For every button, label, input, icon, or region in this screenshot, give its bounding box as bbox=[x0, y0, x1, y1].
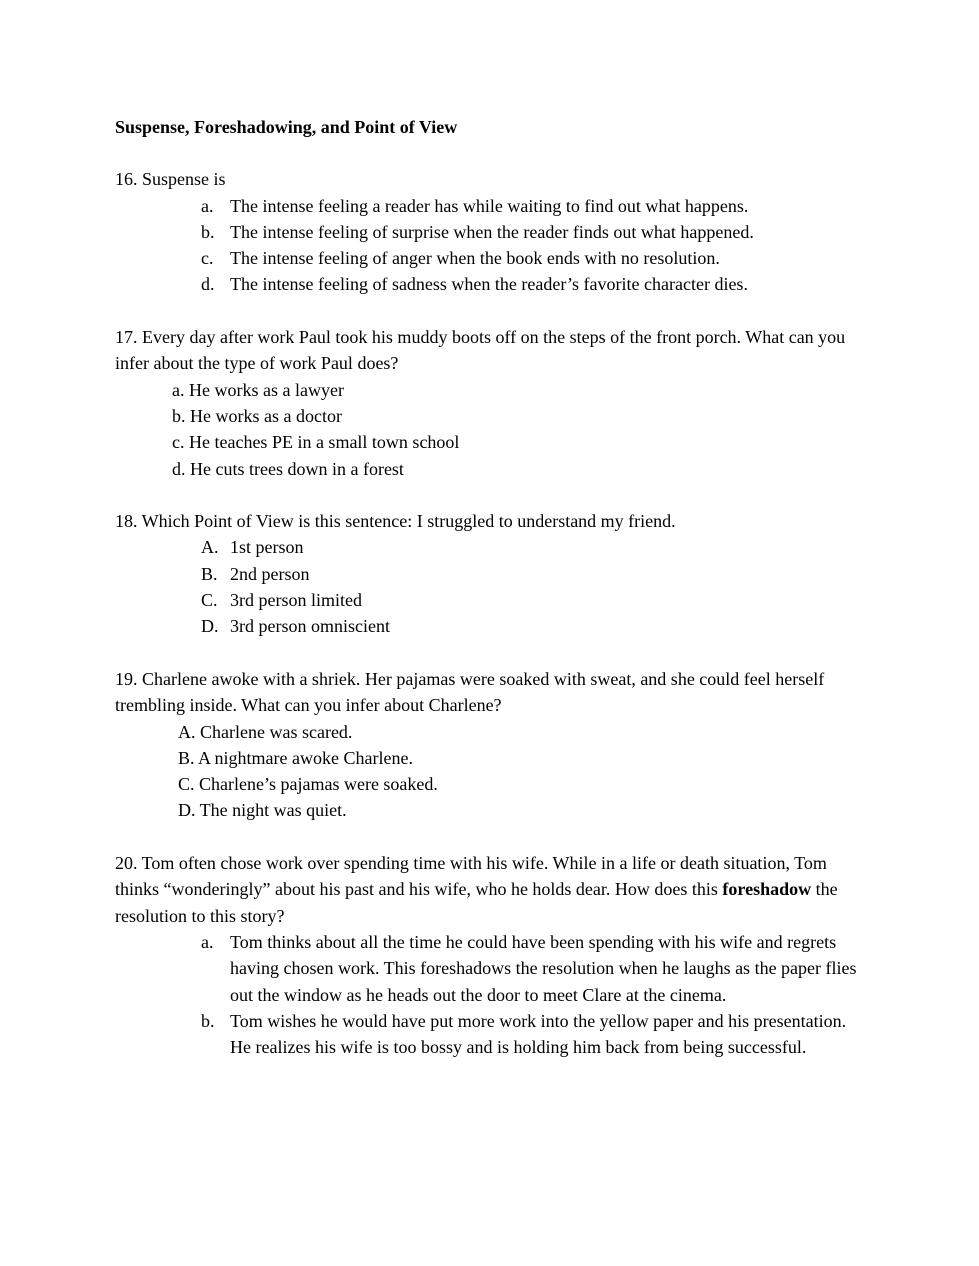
option-text: 1st person bbox=[230, 537, 304, 558]
option-text: 2nd person bbox=[230, 563, 310, 584]
page-title: Suspense, Foreshadowing, and Point of View bbox=[115, 117, 458, 137]
option-text: The intense feeling of sadness when the reader’s favorite character dies. bbox=[230, 274, 748, 295]
question-stem bbox=[115, 850, 865, 929]
document-page bbox=[115, 114, 865, 1087]
stem-text: 20. Tom often chose work over spending time with his wife. While in a life or death situation, Tom thinks “wonderingly” about his past and his wife, who he holds dear. How does this bbox=[115, 853, 827, 900]
answer-option[interactable]: A. Charlene was scared. bbox=[178, 721, 353, 742]
option-marker: B. bbox=[201, 563, 218, 584]
answer-options bbox=[115, 719, 865, 824]
answer-option[interactable] bbox=[115, 561, 865, 587]
stem-text: the resolution to this story? bbox=[115, 879, 838, 926]
answer-option[interactable]: C. Charlene’s pajamas were soaked. bbox=[178, 774, 438, 795]
question-20 bbox=[115, 850, 865, 1060]
stem-emphasis: foreshadow bbox=[722, 879, 812, 900]
option-marker: C. bbox=[201, 590, 218, 611]
option-text: 3rd person omniscient bbox=[230, 616, 390, 637]
question-16 bbox=[115, 166, 865, 297]
question-stem: 18. Which Point of View is this sentence: I struggled to understand my friend. bbox=[115, 511, 676, 532]
option-marker: A. bbox=[201, 537, 219, 558]
answer-option[interactable] bbox=[115, 193, 865, 219]
answer-option[interactable] bbox=[115, 1008, 865, 1061]
answer-option[interactable] bbox=[115, 587, 865, 613]
option-marker: b. bbox=[201, 221, 215, 242]
answer-options bbox=[115, 534, 865, 639]
question-17 bbox=[115, 324, 865, 482]
option-marker: b. bbox=[201, 1010, 215, 1031]
option-marker: d. bbox=[201, 274, 215, 295]
answer-option[interactable] bbox=[115, 245, 865, 271]
option-marker: D. bbox=[201, 616, 219, 637]
option-text: 3rd person limited bbox=[230, 590, 362, 611]
answer-options bbox=[115, 193, 865, 298]
answer-option[interactable]: c. He teaches PE in a small town school bbox=[172, 432, 460, 453]
option-text: The intense feeling of surprise when the reader finds out what happened. bbox=[230, 221, 754, 242]
question-18 bbox=[115, 508, 865, 639]
option-text: Tom thinks about all the time he could have been spending with his wife and regrets having chosen work. This foreshadows the resolution when he laughs as the paper flies out the window as he heads out the door to meet Clare at the cinema. bbox=[230, 931, 857, 1005]
question-stem: 17. Every day after work Paul took his muddy boots off on the steps of the front porch. What can you infer about the type of work Paul does? bbox=[115, 327, 846, 374]
answer-option[interactable]: D. The night was quiet. bbox=[178, 800, 347, 821]
answer-option[interactable]: a. He works as a lawyer bbox=[172, 379, 344, 400]
option-marker: a. bbox=[201, 931, 214, 952]
question-stem: 19. Charlene awoke with a shriek. Her pajamas were soaked with sweat, and she could feel herself trembling inside. What can you infer about Charlene? bbox=[115, 668, 825, 716]
answer-option[interactable]: B. A nightmare awoke Charlene. bbox=[178, 747, 413, 768]
question-stem: 16. Suspense is bbox=[115, 169, 226, 190]
answer-options bbox=[115, 929, 865, 1060]
option-text: The intense feeling of anger when the book ends with no resolution. bbox=[230, 248, 720, 269]
answer-option[interactable]: d. He cuts trees down in a forest bbox=[172, 458, 404, 479]
option-marker: c. bbox=[201, 248, 214, 269]
answer-option[interactable] bbox=[115, 613, 865, 639]
question-19 bbox=[115, 666, 865, 824]
answer-options bbox=[115, 377, 865, 482]
answer-option[interactable] bbox=[115, 534, 865, 560]
answer-option[interactable] bbox=[115, 219, 865, 245]
option-marker: a. bbox=[201, 195, 214, 216]
option-text: Tom wishes he would have put more work into the yellow paper and his presentation. He realizes his wife is too bossy and is holding him back from being successful. bbox=[230, 1010, 847, 1058]
answer-option[interactable] bbox=[115, 929, 865, 1008]
option-text: The intense feeling a reader has while waiting to find out what happens. bbox=[230, 195, 749, 216]
answer-option[interactable] bbox=[115, 271, 865, 297]
answer-option[interactable]: b. He works as a doctor bbox=[172, 405, 342, 426]
